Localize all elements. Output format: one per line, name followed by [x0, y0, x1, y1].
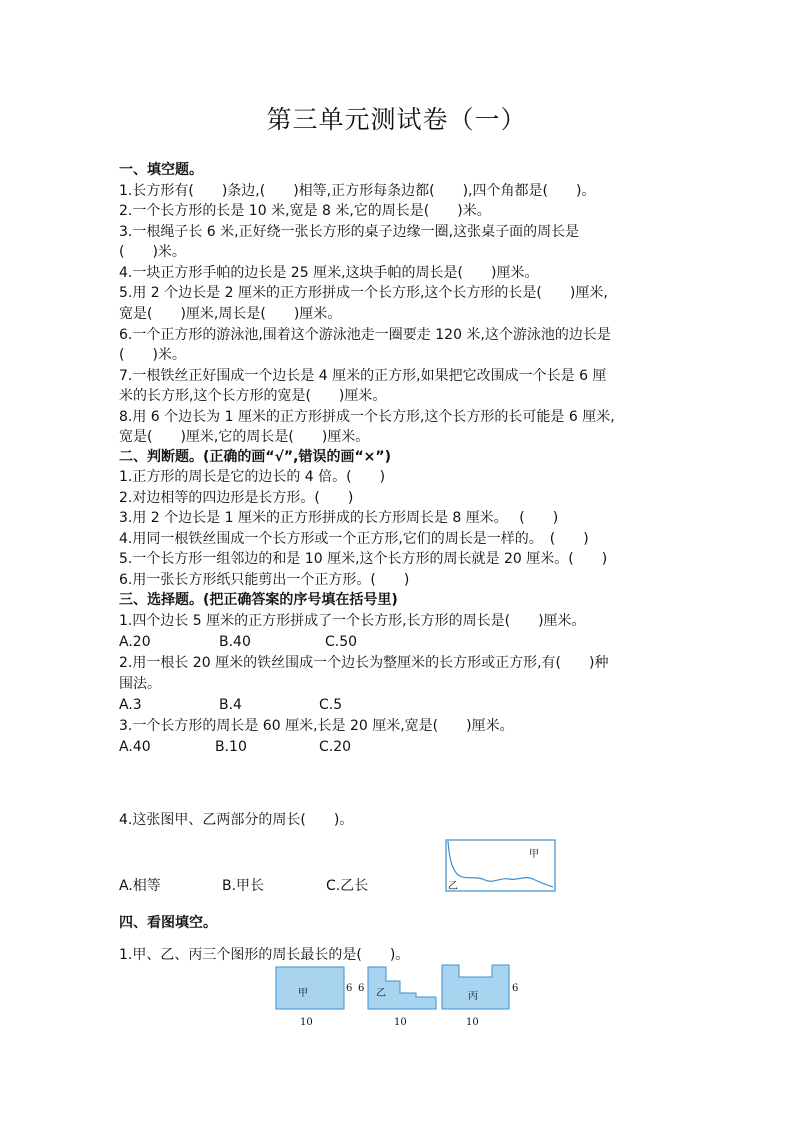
option-a: A.40 [119, 739, 151, 755]
fill-line: 2.一个长方形的长是 10 米,宽是 8 米,它的周长是( )米。 [119, 203, 491, 219]
fill-line: ( )米。 [119, 347, 186, 363]
jia-label: 甲 [529, 849, 539, 860]
section1-heading: 一、填空题。 [119, 162, 203, 178]
judge-line: 6.用一张长方形纸只能剪出一个正方形。( ) [119, 572, 410, 588]
fill-line: 宽是( )厘米,它的周长是( )厘米。 [119, 429, 370, 445]
fill-line: 8.用 6 个边长为 1 厘米的正方形拼成一个长方形,这个长方形的长可能是 6 厘米, [119, 409, 615, 425]
section4-heading: 四、看图填空。 [119, 915, 217, 931]
yi-label: 乙 [448, 881, 458, 892]
page-title: 第三单元测试卷（一） [266, 105, 527, 134]
shape-yi-label: 乙 [376, 988, 386, 999]
figure-q1: 1.甲、乙、丙三个图形的周长最长的是( )。 [119, 947, 410, 963]
option-a: A.20 [119, 634, 151, 650]
shape-bing [442, 965, 509, 1009]
shape-yi-width: 10 [394, 1017, 407, 1028]
judge-line: 5.一个长方形一组邻边的和是 10 厘米,这个长方形的周长就是 20 厘米。( ) [119, 551, 608, 567]
judge-line: 4.用同一根铁丝围成一个长方形或一个正方形,它们的周长是一样的。 ( ) [119, 531, 589, 547]
option-c: C.20 [319, 739, 352, 755]
fill-line: 6.一个正方形的游泳池,围着这个游泳池走一圈要走 120 米,这个游泳池的边长是 [119, 327, 611, 343]
option-a: A.相等 [119, 878, 161, 894]
choice-q2: 2.用一根长 20 厘米的铁丝围成一个边长为整厘米的长方形或正方形,有( )种 [119, 655, 609, 671]
judge-line: 1.正方形的周长是它的边长的 4 倍。( ) [119, 469, 386, 485]
shape-jia-width: 10 [300, 1017, 313, 1028]
shape-bing-height: 6 [512, 983, 519, 994]
fill-line: 5.用 2 个边长是 2 厘米的正方形拼成一个长方形,这个长方形的长是( )厘米, [119, 285, 608, 301]
choice-q4: 4.这张图甲、乙两部分的周长( )。 [119, 812, 354, 828]
shape-yi-height: 6 [358, 983, 365, 994]
judge-line: 3.用 2 个边长是 1 厘米的正方形拼成的长方形周长是 8 厘米。 ( ) [119, 510, 559, 526]
fill-line: ( )米。 [119, 244, 186, 260]
option-b: B.40 [219, 634, 251, 650]
section3-heading: 三、选择题。(把正确答案的序号填在括号里) [119, 592, 398, 608]
section2-heading: 二、判断题。(正确的画“√”,错误的画“×”) [119, 449, 391, 465]
option-c: C.50 [325, 634, 358, 650]
option-b: B.10 [215, 739, 247, 755]
shape-bing-label: 丙 [468, 991, 478, 1002]
shape-bing-width: 10 [466, 1017, 479, 1028]
fill-line: 宽是( )厘米,周长是( )厘米。 [119, 306, 342, 322]
choice-q2-cont: 围法。 [119, 676, 161, 692]
fill-line: 米的长方形,这个长方形的宽是( )厘米。 [119, 388, 387, 404]
three-shapes-figure [270, 962, 530, 1032]
fill-line: 7.一根铁丝正好围成一个边长是 4 厘米的正方形,如果把它改围成一个长是 6 厘 [119, 368, 607, 384]
shape-jia [276, 967, 344, 1009]
fill-line: 4.一块正方形手帕的边长是 25 厘米,这块手帕的周长是( )厘米。 [119, 265, 539, 281]
jia-yi-figure [445, 839, 557, 893]
option-c: C.5 [319, 697, 343, 713]
option-b: B.4 [219, 697, 242, 713]
shape-jia-height: 6 [346, 983, 353, 994]
fill-line: 1.长方形有( )条边,( )相等,正方形每条边都( ),四个角都是( )。 [119, 183, 596, 199]
shape-jia-label: 甲 [298, 988, 308, 999]
option-a: A.3 [119, 697, 142, 713]
option-c: C.乙长 [326, 878, 369, 894]
choice-q3: 3.一个长方形的周长是 60 厘米,长是 20 厘米,宽是( )厘米。 [119, 718, 514, 734]
judge-line: 2.对边相等的四边形是长方形。( ) [119, 490, 354, 506]
choice-q1: 1.四个边长 5 厘米的正方形拼成了一个长方形,长方形的周长是( )厘米。 [119, 613, 586, 629]
figure-border [446, 840, 555, 891]
fill-line: 3.一根绳子长 6 米,正好绕一张长方形的桌子边缘一圈,这张桌子面的周长是 [119, 224, 580, 240]
option-b: B.甲长 [222, 878, 265, 894]
